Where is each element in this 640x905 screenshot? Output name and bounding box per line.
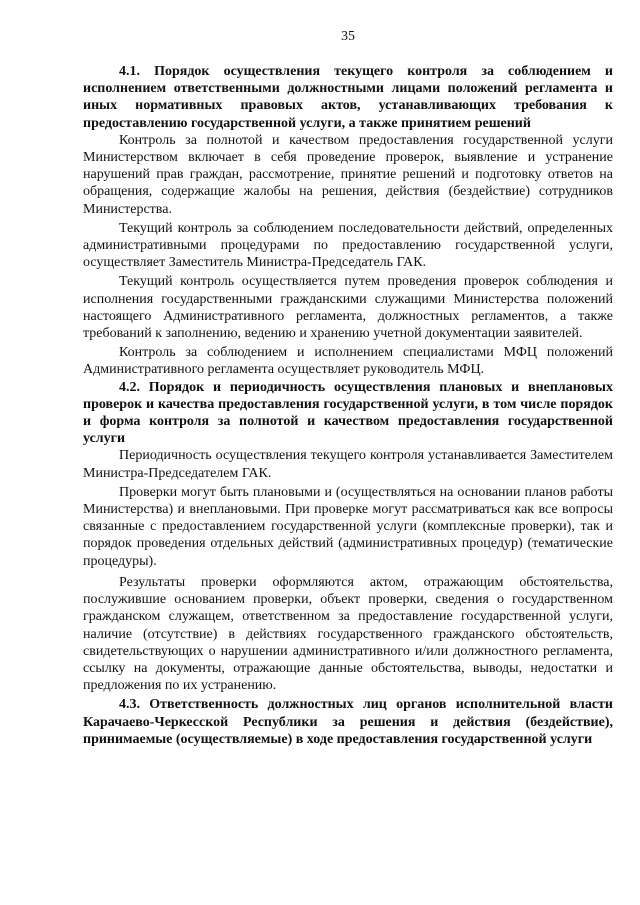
section-4-2-paragraph-1: Периодичность осуществления текущего контроля устанавливается Заместителем Министра-Председателем ГАК.: [83, 448, 613, 481]
page-number: 35: [341, 29, 355, 44]
section-4-1-paragraph-3: Текущий контроль осуществляется путем проведения проверок соблюдения и исполнения государственными гражданскими служащими Министерства положений настоящего Административного регламента, должностных регламентов, а также требований к заполнению, ведению и хранению учетной документации заявителей.: [83, 274, 613, 342]
section-4-2-heading: 4.2. Порядок и периодичность осуществления плановых и внеплановых проверок и качества предоставления государственной услуги, в том числе порядок и форма контроля за полнотой и качеством предоставления государственной услуги: [83, 379, 613, 447]
section-4-2-paragraph-3: Результаты проверки оформляются актом, отражающим обстоятельства, послужившие основанием проверки, объект проверки, сведения о государственном гражданском служащем, ответственном за предоставление государственной услуги, наличие (отсутствие) в действиях государственного гражданского обстоятельств, свидетельствующих о нарушении административного и/или должностного регламента, ссылку на документы, отражающие данные обстоятельства, выводы, недостатки и предложения по их устранению.: [83, 574, 613, 694]
section-4-2-paragraph-2: Проверки могут быть плановыми и (осуществляться на основании планов работы Министерства) и внеплановыми. При проверке могут рассматриваться как все вопросы связанные с предоставлением государственной услуги (комплексные проверки), так и порядок проведения отдельных действий (административных процедур) (тематические процедуры).: [83, 484, 613, 569]
page-content: [83, 63, 613, 748]
section-4-1-heading: 4.1. Порядок осуществления текущего контроля за соблюдением и исполнением ответственными должностными лицами положений регламента и иных нормативных правовых актов, устанавливающих требования к предоставлению государственной услуги, а также принятием решений: [83, 64, 613, 131]
section-4-1-paragraph-2: Текущий контроль за соблюдением последовательности действий, определенных административными процедурами по предоставлению государственной услуги, осуществляет Заместитель Министра-Председатель ГАК.: [83, 220, 613, 271]
section-4-1-paragraph-1: Контроль за полнотой и качеством предоставления государственной услуги Министерством включает в себя проведение проверок, выявление и устранение нарушений прав граждан, рассмотрение, принятие решений и подготовку ответов на обращения, содержащие жалобы на решения, действия (бездействие) сотрудников Министерства.: [83, 132, 613, 217]
section-4-3-heading: 4.3. Ответственность должностных лиц органов исполнительной власти Карачаево-Черкесской Республики за решения и действия (бездействие), принимаемые (осуществляемые) в ходе предоставления государственной услуги: [83, 697, 613, 747]
section-4-1-paragraph-4: Контроль за соблюдением и исполнением специалистами МФЦ положений Административного регламента осуществляет руководитель МФЦ.: [83, 345, 613, 378]
